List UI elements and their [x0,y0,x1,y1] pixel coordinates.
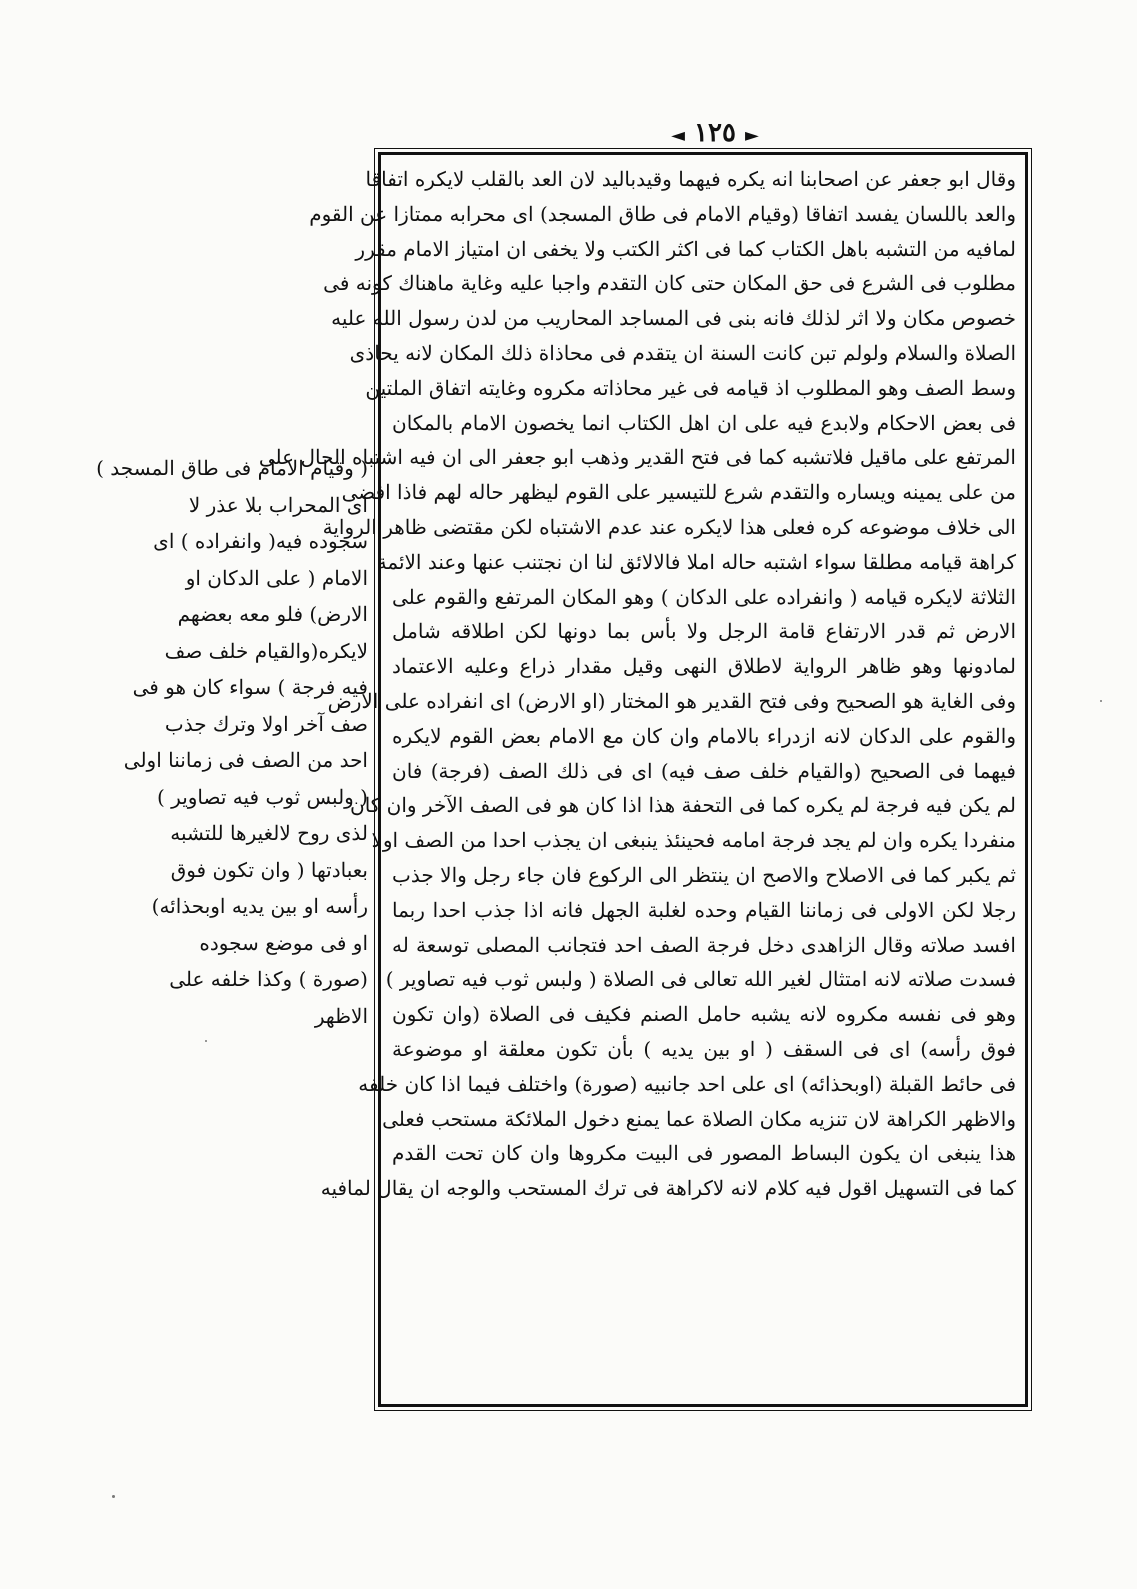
main-line: الصلاة والسلام ولولم تبن كانت السنة ان يتقدم فى محاذاة ذلك المكان لانه يحاذى [349,340,1016,365]
margin-line: سجوده فيه( وانفراده ) اى [153,529,368,553]
main-line: من على يمينه ويساره والتقدم شرع للتيسير على القوم ليظهر حاله لهم فاذا افضى [341,480,1016,505]
margin-line: احد من الصف فى زماننا اولى [123,748,368,772]
main-line: وفى الغاية هو الصحيح وفى فتح القدير هو المختار (او الارض) اى انفراده على الارض [327,688,1016,713]
margin-line: ( وقيام الامام فى طاق المسجد ) [96,456,368,480]
paper-speck [205,1040,207,1042]
main-line: رجلا لكن الاولى فى زماننا القيام وحده لغلبة الجهل فانه اذا جذب احدا ربما [392,897,1016,922]
main-line: كما فى التسهيل اقول فيه كلام لانه لاكراهة فى ترك المستحب والوجه ان يقال لمافيه [320,1176,1016,1201]
main-line: فسدت صلاته لانه امتثال لغير الله تعالى فى الصلاة ( ولبس ثوب فيه تصاوير ) [385,967,1016,992]
main-line: الارض ثم قدر الارتفاع قامة الرجل ولا بأس بما دونها لكن اطلاقه شامل [392,619,1016,644]
main-line: فيهما فى الصحيح (والقيام خلف صف فيه) اى فى ذلك الصف (فرجة) فان [392,758,1016,783]
main-line: منفردا يكره وان لم يجد فرجة امامه فحينئذ ينبغى ان يجذب احدا من الصف اولا [371,828,1016,853]
margin-line: الامام ( على الدكان او [185,565,368,590]
margin-line: الاظهر [314,1003,368,1028]
main-line: افسد صلاته وقال الزاهدى دخل فرجة الصف احد فتجانب المصلى توسعة له [392,932,1016,957]
main-line: الثلاثة لايكره قيامه ( وانفراده على الدكان ) وهو المكان المرتفع والقوم على [392,584,1016,609]
margin-line: او فى موضع سجوده [199,930,368,955]
main-line: وسط الصف وهو المطلوب اذ قيامه فى غير محاذاته مكروه وغايته اتفاق الملتين [365,375,1016,400]
margin-line: بعبادتها ( وان تكون فوق [170,857,368,882]
main-line: والاظهر الكراهة لان تنزيه مكان الصلاة عما يمنع دخول الملائكة مستحب فعلى [382,1106,1016,1131]
right-ornament: ► [745,125,759,146]
main-line: فى حائط القبلة (اوبحذائه) اى على احد جانبيه (صورة) واختلف فيما اذا كان خلفه [358,1071,1016,1096]
margin-line: رأسه او بين يديه اوبحذائه) [151,894,368,918]
margin-line: لايكره(والقيام خلف صف [164,638,368,663]
main-line: هذا ينبغى ان يكون البساط المصور فى البيت مكروها وان كان تحت القدم [392,1141,1016,1166]
main-line: المرتفع على ماقيل فلاتشبه كما فى فتح القدير وذهب ابو جعفر الى ان فيه اشتباه الحال على [258,445,1016,470]
main-line: مطلوب فى الشرع فى حق المكان حتى كان التقدم واجبا عليه وغاية ماهناك كونه فى [323,271,1016,296]
margin-line: فيه فرجة ) سواء كان هو فى [132,675,368,699]
margin-line: (صورة ) وكذا خلفه على [169,967,368,991]
main-line: وقال ابو جعفر عن اصحابنا انه يكره فيهما وقيدباليد لان العد بالقلب لايكره اتفاقا [365,167,1016,191]
left-ornament: ◄ [671,125,685,146]
main-line: وهو فى نفسه مكروه لانه يشبه حامل الصنم فكيف فى الصلاة (وان تكون [392,1002,1016,1027]
main-line: والعد باللسان يفسد اتفاقا (وقيام الامام فى طاق المسجد) اى محرابه ممتازا عن القوم [309,201,1016,226]
margin-line: صف آخر اولا وترك جذب [164,711,368,736]
main-line: لمافيه من التشبه باهل الكتاب كما فى اكثر الكتب ولا يخفى ان امتياز الامام مقرر [355,236,1016,261]
margin-commentary [12,450,368,1034]
main-line: كراهة قيامه مطلقا سواء اشتبه حاله املا فالالائق لنا ان نجتنب عنها وعند الائمة [376,549,1016,574]
margin-line: اى المحراب بلا عذر لا [188,492,368,517]
paper-speck [1100,700,1102,702]
main-line: خصوص مكان ولا اثر لذلك فانه بنى فى المساجد المحاريب من لدن رسول الله عليه [331,306,1016,331]
main-line: لم يكن فيه فرجة لم يكره كما فى التحفة هذا اذا كان هو فى الصف الآخر وان كان [350,793,1016,818]
main-line: فوق رأسه) اى فى السقف ( او بين يديه ) بأن تكون معلقة او موضوعة [392,1036,1016,1061]
page-number-header [650,116,780,150]
margin-line: ( ولبس ثوب فيه تصاوير ) [157,784,368,809]
page-number: ١٢٥ [694,118,736,148]
margin-line: الارض) فلو معه بعضهم [177,602,368,626]
main-line: فى بعض الاحكام ولابدع فيه على ان اهل الكتاب انما يخصون الامام بالمكان [392,410,1016,435]
main-line: الى خلاف موضوعه كره فعلى هذا لايكره عند عدم الاشتباه لكن مقتضى ظاهر الرواية [322,514,1016,539]
main-line: ثم يكبر كما فى الاصلاح والاصح ان ينتظر الى الركوع فان جاء رجل والا جذب [392,862,1016,887]
main-line: لمادونها وهو ظاهر الرواية لاطلاق النهى وقيل مقدار ذراع وعليه الاعتماد [392,654,1016,679]
main-line: والقوم على الدكان لانه ازدراء بالامام وان كان مع الامام بعض القوم لايكره [392,723,1016,748]
margin-line: لذى روح لالغيرها للتشبه [170,821,368,845]
paper-speck [112,1495,115,1498]
